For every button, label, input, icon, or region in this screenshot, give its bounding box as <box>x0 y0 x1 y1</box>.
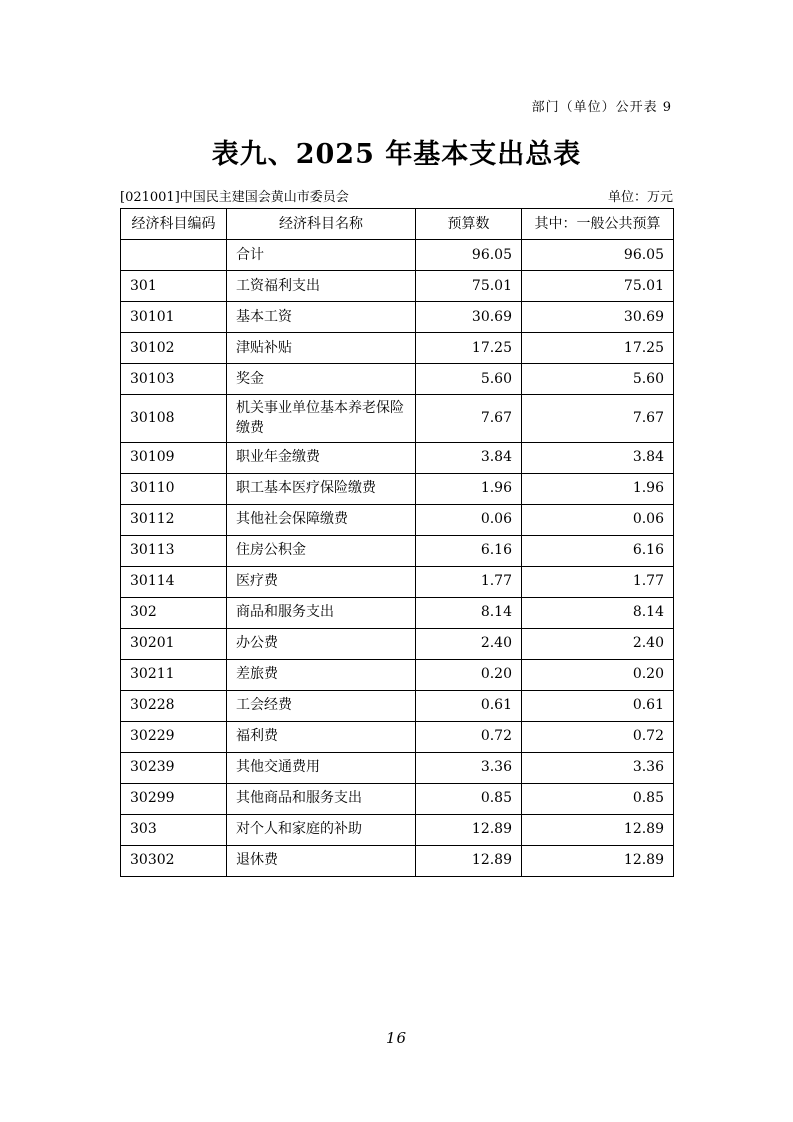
cell-general-public: 8.14 <box>522 597 674 628</box>
cell-budget: 30.69 <box>416 302 522 333</box>
cell-code: 301 <box>121 271 227 302</box>
cell-name: 奖金 <box>227 364 416 395</box>
cell-general-public: 0.20 <box>522 659 674 690</box>
unit-label: 单位：万元 <box>607 190 673 205</box>
cell-general-public: 17.25 <box>522 333 674 364</box>
cell-general-public: 0.06 <box>522 504 674 535</box>
table-row <box>121 333 674 364</box>
cell-budget: 75.01 <box>416 271 522 302</box>
cell-general-public: 5.60 <box>522 364 674 395</box>
cell-general-public: 12.89 <box>522 814 674 845</box>
cell-name: 其他商品和服务支出 <box>227 783 416 814</box>
cell-budget: 3.84 <box>416 442 522 473</box>
cell-code: 30108 <box>121 395 227 443</box>
cell-code: 30201 <box>121 628 227 659</box>
cell-general-public: 96.05 <box>522 240 674 271</box>
column-header-code: 经济科目编码 <box>121 209 227 240</box>
cell-general-public: 7.67 <box>522 395 674 443</box>
table-row <box>121 628 674 659</box>
table-body <box>121 240 674 877</box>
page-title: 表九、2025 年基本支出总表 <box>211 139 582 170</box>
cell-code: 30109 <box>121 442 227 473</box>
table-row <box>121 814 674 845</box>
table-row <box>121 240 674 271</box>
cell-budget: 6.16 <box>416 535 522 566</box>
cell-general-public: 0.85 <box>522 783 674 814</box>
table-row <box>121 845 674 876</box>
cell-general-public: 1.77 <box>522 566 674 597</box>
table-row <box>121 783 674 814</box>
cell-budget: 1.96 <box>416 473 522 504</box>
table-row <box>121 752 674 783</box>
column-header-budget: 预算数 <box>416 209 522 240</box>
cell-name: 工资福利支出 <box>227 271 416 302</box>
cell-budget: 2.40 <box>416 628 522 659</box>
column-header-name: 经济科目名称 <box>227 209 416 240</box>
cell-name: 福利费 <box>227 721 416 752</box>
cell-code: 303 <box>121 814 227 845</box>
cell-budget: 1.77 <box>416 566 522 597</box>
cell-code: 30228 <box>121 690 227 721</box>
table-row <box>121 271 674 302</box>
cell-budget: 7.67 <box>416 395 522 443</box>
cell-general-public: 0.72 <box>522 721 674 752</box>
cell-name: 津贴补贴 <box>227 333 416 364</box>
cell-general-public: 1.96 <box>522 473 674 504</box>
cell-name: 工会经费 <box>227 690 416 721</box>
table-row <box>121 597 674 628</box>
cell-name: 其他社会保障缴费 <box>227 504 416 535</box>
cell-general-public: 0.61 <box>522 690 674 721</box>
cell-code: 30114 <box>121 566 227 597</box>
cell-budget: 0.20 <box>416 659 522 690</box>
cell-code: 30102 <box>121 333 227 364</box>
cell-name: 商品和服务支出 <box>227 597 416 628</box>
cell-name: 退休费 <box>227 845 416 876</box>
cell-code: 30229 <box>121 721 227 752</box>
cell-general-public: 6.16 <box>522 535 674 566</box>
cell-name: 办公费 <box>227 628 416 659</box>
table-row <box>121 473 674 504</box>
cell-code: 30112 <box>121 504 227 535</box>
cell-budget: 3.36 <box>416 752 522 783</box>
cell-budget: 8.14 <box>416 597 522 628</box>
cell-name: 差旅费 <box>227 659 416 690</box>
cell-name: 职工基本医疗保险缴费 <box>227 473 416 504</box>
cell-budget: 0.61 <box>416 690 522 721</box>
cell-budget: 17.25 <box>416 333 522 364</box>
header-note: 部门（单位）公开表 9 <box>531 100 672 115</box>
cell-name: 职业年金缴费 <box>227 442 416 473</box>
table-row <box>121 364 674 395</box>
page-number: 16 <box>385 1028 408 1047</box>
table-row <box>121 442 674 473</box>
cell-general-public: 3.84 <box>522 442 674 473</box>
cell-name: 合计 <box>227 240 416 271</box>
cell-code: 30101 <box>121 302 227 333</box>
cell-code <box>121 240 227 271</box>
cell-code: 30103 <box>121 364 227 395</box>
table-row <box>121 659 674 690</box>
cell-general-public: 2.40 <box>522 628 674 659</box>
cell-budget: 96.05 <box>416 240 522 271</box>
cell-name: 住房公积金 <box>227 535 416 566</box>
cell-code: 30299 <box>121 783 227 814</box>
cell-budget: 0.06 <box>416 504 522 535</box>
table-header-row <box>121 209 674 240</box>
cell-code: 30110 <box>121 473 227 504</box>
cell-code: 30302 <box>121 845 227 876</box>
table-meta-row <box>120 186 673 205</box>
cell-name: 对个人和家庭的补助 <box>227 814 416 845</box>
table-row <box>121 566 674 597</box>
table-row <box>121 535 674 566</box>
cell-budget: 0.72 <box>416 721 522 752</box>
cell-name: 医疗费 <box>227 566 416 597</box>
cell-name: 机关事业单位基本养老保险缴费 <box>227 395 416 443</box>
cell-code: 30239 <box>121 752 227 783</box>
table-row <box>121 395 674 443</box>
cell-general-public: 30.69 <box>522 302 674 333</box>
cell-budget: 12.89 <box>416 814 522 845</box>
table-row <box>121 690 674 721</box>
table-row <box>121 504 674 535</box>
budget-table <box>120 208 674 877</box>
cell-name: 其他交通费用 <box>227 752 416 783</box>
table-header <box>121 209 674 240</box>
cell-code: 302 <box>121 597 227 628</box>
cell-budget: 12.89 <box>416 845 522 876</box>
cell-general-public: 3.36 <box>522 752 674 783</box>
table-row <box>121 302 674 333</box>
column-header-general-public: 其中：一般公共预算 <box>522 209 674 240</box>
cell-code: 30211 <box>121 659 227 690</box>
cell-general-public: 12.89 <box>522 845 674 876</box>
cell-code: 30113 <box>121 535 227 566</box>
cell-general-public: 75.01 <box>522 271 674 302</box>
cell-budget: 0.85 <box>416 783 522 814</box>
table-row <box>121 721 674 752</box>
org-code-name: [021001]中国民主建国会黄山市委员会 <box>120 190 349 205</box>
cell-budget: 5.60 <box>416 364 522 395</box>
cell-name: 基本工资 <box>227 302 416 333</box>
